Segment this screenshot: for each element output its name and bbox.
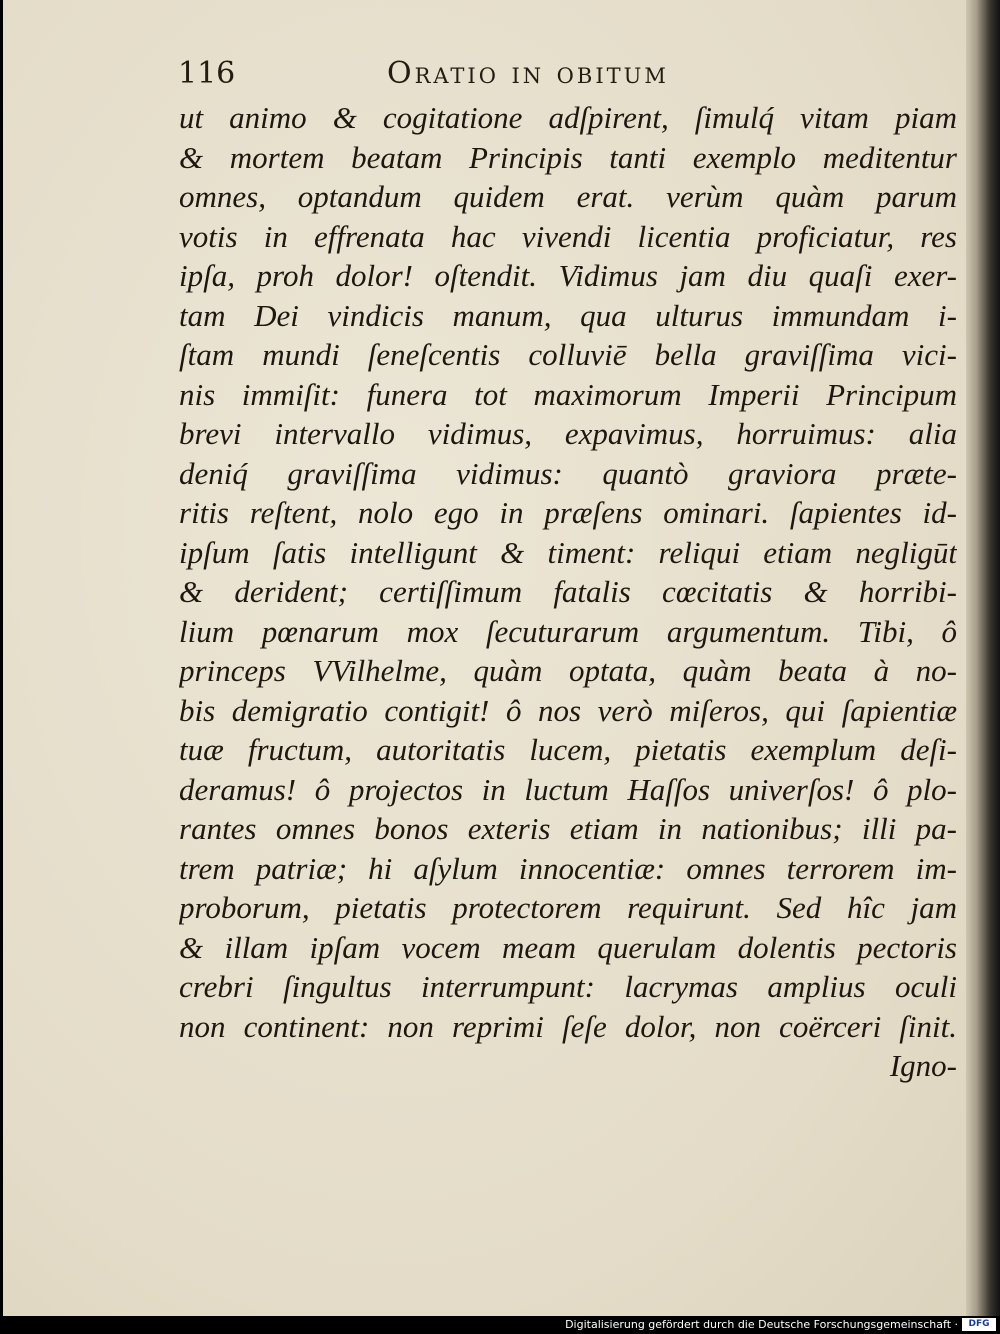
text-line: & derident; certiſſimum fatalis cœcitatis & horribi- bbox=[179, 574, 957, 609]
running-title: Oratio in obitum bbox=[387, 56, 669, 91]
text-line: & illam ipſam vocem meam querulam dolentis pectoris bbox=[179, 929, 957, 965]
text-line: princeps VVilhelme, quàm optata, quàm beata à no- bbox=[179, 653, 957, 688]
dfg-logo-icon: DFG bbox=[962, 1318, 996, 1331]
text-line: brevi intervallo vidimus, expavimus, horruimus: alia bbox=[179, 416, 957, 451]
text-line: ipſum ſatis intelligunt & timent: reliqui etiam negligūt bbox=[179, 534, 957, 570]
text-line: deramus! ô projectos in luctum Haſſos univerſos! ô plo- bbox=[179, 771, 957, 807]
text-line: bis demigratio contigit! ô nos verò miſeros, qui ſapientiæ bbox=[179, 692, 957, 728]
page-edge-shadow bbox=[966, 0, 1000, 1316]
text-line: tam Dei vindicis manum, qua ulturus immundam i- bbox=[179, 297, 957, 333]
page-number: 116 bbox=[178, 56, 236, 91]
text-line: ritis reſtent, nolo ego in præſens ominari. ſapientes id- bbox=[179, 495, 957, 530]
text-line: nis immiſit: funera tot maximorum Imperii Principum bbox=[179, 376, 957, 412]
text-line: rantes omnes bonos exteris etiam in nationibus; illi pa- bbox=[179, 811, 957, 846]
text-line: omnes, optandum quidem erat. verùm quàm parum bbox=[179, 179, 957, 214]
text-line: crebri ſingultus interrumpunt: lacrymas amplius oculi bbox=[179, 969, 957, 1004]
text-line: trem patriæ; hi aſylum innocentiæ: omnes terrorem im- bbox=[179, 850, 957, 886]
book-page bbox=[3, 0, 969, 1316]
body-text bbox=[179, 98, 957, 1086]
text-line: tuæ fructum, autoritatis lucem, pietatis exemplum deſi- bbox=[179, 732, 957, 767]
text-line: ipſa, proh dolor! oſtendit. Vidimus jam diu quaſi exer- bbox=[179, 258, 957, 293]
text-line: deniq́ graviſſima vidimus: quantò graviora præte- bbox=[179, 455, 957, 491]
catchword: Igno- bbox=[889, 1048, 957, 1083]
text-line: proborum, pietatis protectorem requirunt. Sed hîc jam bbox=[179, 890, 957, 925]
page-header bbox=[178, 50, 958, 100]
text-line: ut animo & cogitatione adſpirent, ſimulq́ vitam piam bbox=[179, 100, 957, 135]
text-line: votis in effrenata hac vivendi licentia proficiatur, res bbox=[179, 218, 957, 254]
text-line: & mortem beatam Principis tanti exemplo meditentur bbox=[179, 139, 957, 175]
text-line: non continent: non reprimi ſeſe dolor, non coërceri ſinit. bbox=[179, 1008, 957, 1044]
funding-credit: Digitalisierung gefördert durch die Deutsche Forschungsgemeinschaft · bbox=[565, 1318, 958, 1331]
text-line: ſtam mundi ſeneſcentis colluviē bella graviſſima vici- bbox=[179, 337, 957, 372]
footer-bar bbox=[0, 1316, 1000, 1334]
text-line: lium pœnarum mox ſecuturarum argumentum. Tibi, ô bbox=[179, 613, 957, 649]
